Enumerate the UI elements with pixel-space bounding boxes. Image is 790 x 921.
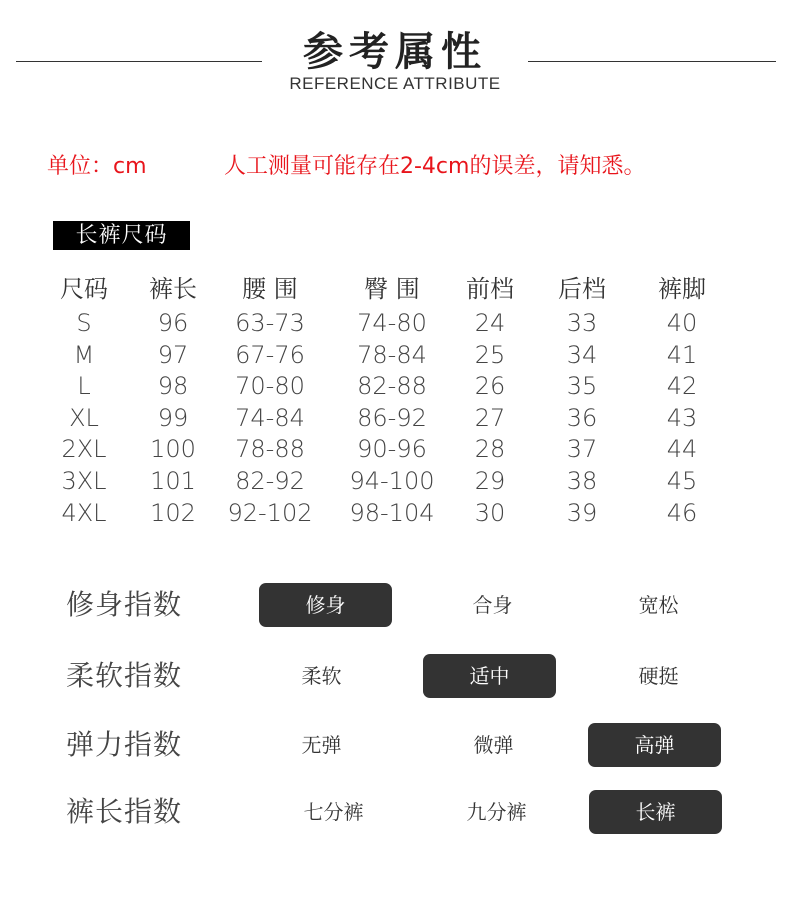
length-index-row	[0, 790, 790, 834]
table-cell: 43	[666, 403, 698, 432]
table-row	[0, 434, 790, 466]
measurement-error-notice: 人工测量可能存在2-4cm的误差，请知悉。	[224, 154, 646, 179]
fit-index-label: 修身指数	[66, 588, 183, 621]
table-cell: 30	[474, 498, 506, 527]
softness-option-medium: 适中	[423, 654, 556, 698]
table-cell: 35	[566, 372, 598, 401]
table-cell: 70-80	[235, 372, 305, 401]
table-cell: 67-76	[235, 340, 305, 369]
column-header-back-rise: 后档	[558, 275, 606, 303]
size-section-tag: 长裤尺码	[53, 221, 190, 250]
table-cell: 44	[666, 435, 698, 464]
table-cell: 78-88	[235, 435, 305, 464]
fit-index-row	[0, 583, 790, 627]
table-row	[0, 466, 790, 498]
header-rule-right	[528, 61, 776, 62]
unit-notice: 单位：cm	[47, 154, 147, 179]
column-header-front-rise: 前档	[466, 275, 514, 303]
table-cell: L	[77, 372, 91, 401]
table-cell: 3XL	[61, 466, 107, 495]
table-cell: 29	[474, 466, 506, 495]
column-header-size: 尺码	[60, 275, 108, 303]
table-cell: 34	[566, 340, 598, 369]
table-cell: 4XL	[61, 498, 107, 527]
table-cell: 101	[150, 466, 196, 495]
elasticity-option-high: 高弹	[588, 723, 721, 767]
fit-option-loose: 宽松	[638, 593, 679, 617]
table-row	[0, 498, 790, 530]
table-row	[0, 308, 790, 340]
softness-option-soft: 柔软	[301, 664, 342, 688]
table-cell: S	[76, 309, 92, 337]
table-cell: 102	[150, 498, 196, 527]
table-cell: 98	[157, 372, 189, 401]
size-table	[0, 274, 790, 529]
elasticity-option-slight: 微弹	[473, 733, 514, 757]
table-cell: 38	[566, 466, 598, 495]
length-option-cropped: 七分裤	[303, 800, 364, 824]
page-subtitle: REFERENCE ATTRIBUTE	[289, 74, 501, 93]
column-header-waist: 腰 围	[242, 275, 298, 303]
size-table-header	[0, 274, 790, 308]
table-cell: 33	[566, 309, 598, 337]
table-cell: 78-84	[357, 340, 427, 369]
table-cell: 36	[566, 403, 598, 432]
table-cell: 40	[666, 309, 698, 337]
elasticity-index-row	[0, 723, 790, 767]
table-cell: 96	[157, 309, 189, 337]
table-row	[0, 403, 790, 435]
table-cell: 82-88	[357, 372, 427, 401]
header-rule-left	[16, 61, 262, 62]
table-cell: M	[73, 340, 95, 369]
length-option-ankle: 九分裤	[466, 800, 527, 824]
table-cell: 27	[474, 403, 506, 432]
table-cell: 2XL	[61, 435, 107, 464]
column-header-leg-opening: 裤脚	[658, 275, 706, 303]
table-cell: 100	[150, 435, 196, 464]
page-title: 参考属性	[303, 29, 487, 75]
table-cell: 39	[566, 498, 598, 527]
table-cell: 86-92	[357, 403, 427, 432]
table-cell: 98-104	[349, 498, 435, 527]
table-cell: 99	[157, 403, 189, 432]
table-cell: 24	[474, 309, 506, 337]
table-row	[0, 340, 790, 372]
table-cell: 97	[157, 340, 189, 369]
table-row	[0, 371, 790, 403]
table-cell: XL	[69, 403, 99, 432]
elasticity-option-none: 无弹	[301, 733, 342, 757]
table-cell: 46	[666, 498, 698, 527]
softness-option-stiff: 硬挺	[638, 664, 679, 688]
table-cell: 90-96	[357, 435, 427, 464]
reference-attribute-header	[0, 0, 790, 110]
softness-index-label: 柔软指数	[66, 659, 183, 692]
column-header-hip: 臀 围	[364, 275, 420, 303]
fit-option-slim: 修身	[259, 583, 392, 627]
table-cell: 28	[474, 435, 506, 464]
table-cell: 74-84	[235, 403, 305, 432]
table-cell: 45	[666, 466, 698, 495]
table-cell: 92-102	[227, 498, 313, 527]
column-header-length: 裤长	[149, 275, 197, 303]
table-cell: 63-73	[235, 309, 305, 337]
table-cell: 41	[666, 340, 698, 369]
table-cell: 42	[666, 372, 698, 401]
length-index-label: 裤长指数	[66, 795, 183, 828]
elasticity-index-label: 弹力指数	[66, 728, 183, 761]
table-cell: 37	[566, 435, 598, 464]
table-cell: 94-100	[349, 466, 435, 495]
fit-option-regular: 合身	[472, 593, 513, 617]
table-cell: 25	[474, 340, 506, 369]
length-option-full: 长裤	[589, 790, 722, 834]
softness-index-row	[0, 654, 790, 698]
table-cell: 82-92	[235, 466, 305, 495]
table-cell: 74-80	[357, 309, 427, 337]
table-cell: 26	[474, 372, 506, 401]
